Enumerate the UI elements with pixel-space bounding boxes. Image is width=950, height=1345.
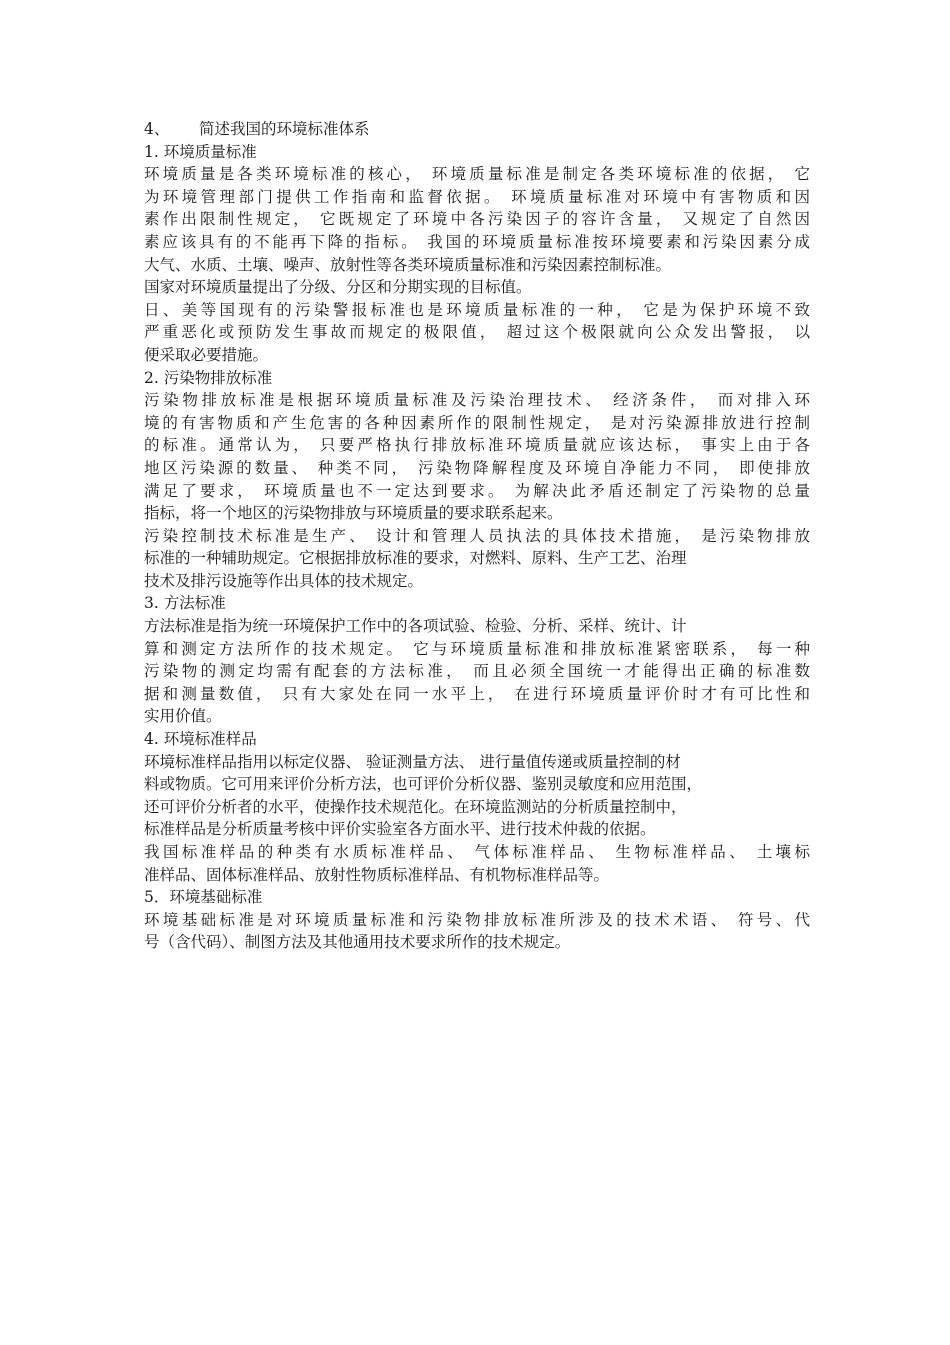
title-number: 4、 xyxy=(144,120,170,138)
text-line: 便采取必要措施。 xyxy=(144,345,269,364)
text-line: 大气、水质、土壤、噪声、放射性等各类环境质量标准和污染因素控制标准。 xyxy=(144,255,672,274)
text-line: 方法标准是指为统一环境保护工作中的各项试验、检验、分析、采样、统计、计 xyxy=(144,617,687,636)
section-2 xyxy=(144,367,810,593)
text-line: 标准的一种辅助规定。它根据排放标准的要求，对燃料、原料、生产工艺、治理 xyxy=(144,549,687,568)
text-line: 算和测定方法所作的技术规定。 它与环境质量标准和排放标准紧密联系， 每一种 xyxy=(144,639,810,658)
text-line: 标准样品是分析质量考核中评价实验室各方面水平、进行技术仲裁的依据。 xyxy=(144,820,656,839)
text-line: 指标，将一个地区的污染物排放与环境质量的要求联系起来。 xyxy=(144,504,563,523)
text-line: 环境标准样品指用以标定仪器、 验证测量方法、 进行量值传递或质量控制的材 xyxy=(144,752,681,771)
document-title xyxy=(144,118,810,141)
text-line: 实用价值。 xyxy=(144,707,222,726)
section-heading: 2. 污染物排放标准 xyxy=(144,368,273,387)
text-line: 境的有害物质和产生危害的各种因素所作的限制性规定， 是对污染源排放进行控制 xyxy=(144,413,810,432)
section-heading: 5．环境基础标准 xyxy=(144,888,263,907)
text-line: 料或物质。它可用来评价分析方法，也可评价分析仪器、鉴别灵敏度和应用范围， xyxy=(144,775,703,794)
text-line: 素应该具有的不能再下降的指标。 我国的环境质量标准按环境要素和污染因素分成 xyxy=(144,232,810,251)
section-5 xyxy=(144,886,810,954)
text-line: 污染控制技术标准是生产、 设计和管理人员执法的具体技术措施， 是污染物排放 xyxy=(144,526,810,545)
text-line: 据和测量数值， 只有大家处在同一水平上， 在进行环境质量评价时才有可比性和 xyxy=(144,684,810,703)
text-line: 为环境管理部门提供工作指南和监督依据。 环境质量标准对环境中有害物质和因 xyxy=(144,187,810,206)
text-line: 地区污染源的数量、 种类不同， 污染物降解程度及环境自净能力不同， 即使排放 xyxy=(144,458,810,477)
section-1 xyxy=(144,141,810,367)
text-line: 污染物的测定均需有配套的方法标准， 而且必须全国统一才能得出正确的标准数 xyxy=(144,662,810,681)
title-text: 简述我国的环境标准体系 xyxy=(199,120,370,138)
text-line: 我国标准样品的种类有水质标准样品、 气体标准样品、 生物标准样品、 土壤标 xyxy=(144,843,810,861)
section-heading: 3. 方法标准 xyxy=(144,594,226,613)
text-line: 国家对环境质量提出了分级、分区和分期实现的目标值。 xyxy=(144,278,532,297)
text-line: 环境质量是各类环境标准的核心， 环境质量标准是制定各类环境标准的依据， 它 xyxy=(144,165,810,184)
text-line: 的标准。通常认为， 只要严格执行排放标准环境质量就应该达标， 事实上由于各 xyxy=(144,436,810,455)
section-heading: 4. 环境标准样品 xyxy=(144,730,257,749)
section-heading: 1. 环境质量标准 xyxy=(144,142,257,161)
text-line: 日、美等国现有的污染警报标准也是环境质量标准的一种， 它是为保护环境不致 xyxy=(144,300,810,319)
text-line: 还可评价分析者的水平，使操作技术规范化。在环境监测站的分析质量控制中， xyxy=(144,797,687,816)
text-line: 严重恶化或预防发生事故而规定的极限值， 超过这个极限就向公众发出警报， 以 xyxy=(144,323,810,342)
document-body xyxy=(144,118,810,954)
text-line: 准样品、固体标准样品、放射性物质标准样品、有机物标准样品等。 xyxy=(144,865,610,884)
section-4 xyxy=(144,728,810,886)
text-line: 素作出限制性规定， 它既规定了环境中各污染因子的容许含量， 又规定了自然因 xyxy=(144,210,810,229)
text-line: 污染物排放标准是根据环境质量标准及污染治理技术、 经济条件， 而对排入环 xyxy=(144,391,810,410)
text-line: 满足了要求， 环境质量也不一定达到要求。 为解决此矛盾还制定了污染物的总量 xyxy=(144,481,810,500)
text-line: 环境基础标准是对环境质量标准和污染物排放标准所涉及的技术术语、 符号、代 xyxy=(144,910,810,929)
sections-container xyxy=(144,141,810,954)
text-line: 技术及排污设施等作出具体的技术规定。 xyxy=(144,571,424,590)
section-3 xyxy=(144,592,810,728)
text-line: 号（含代码）、制图方法及其他通用技术要求所作的技术规定。 xyxy=(144,933,571,952)
